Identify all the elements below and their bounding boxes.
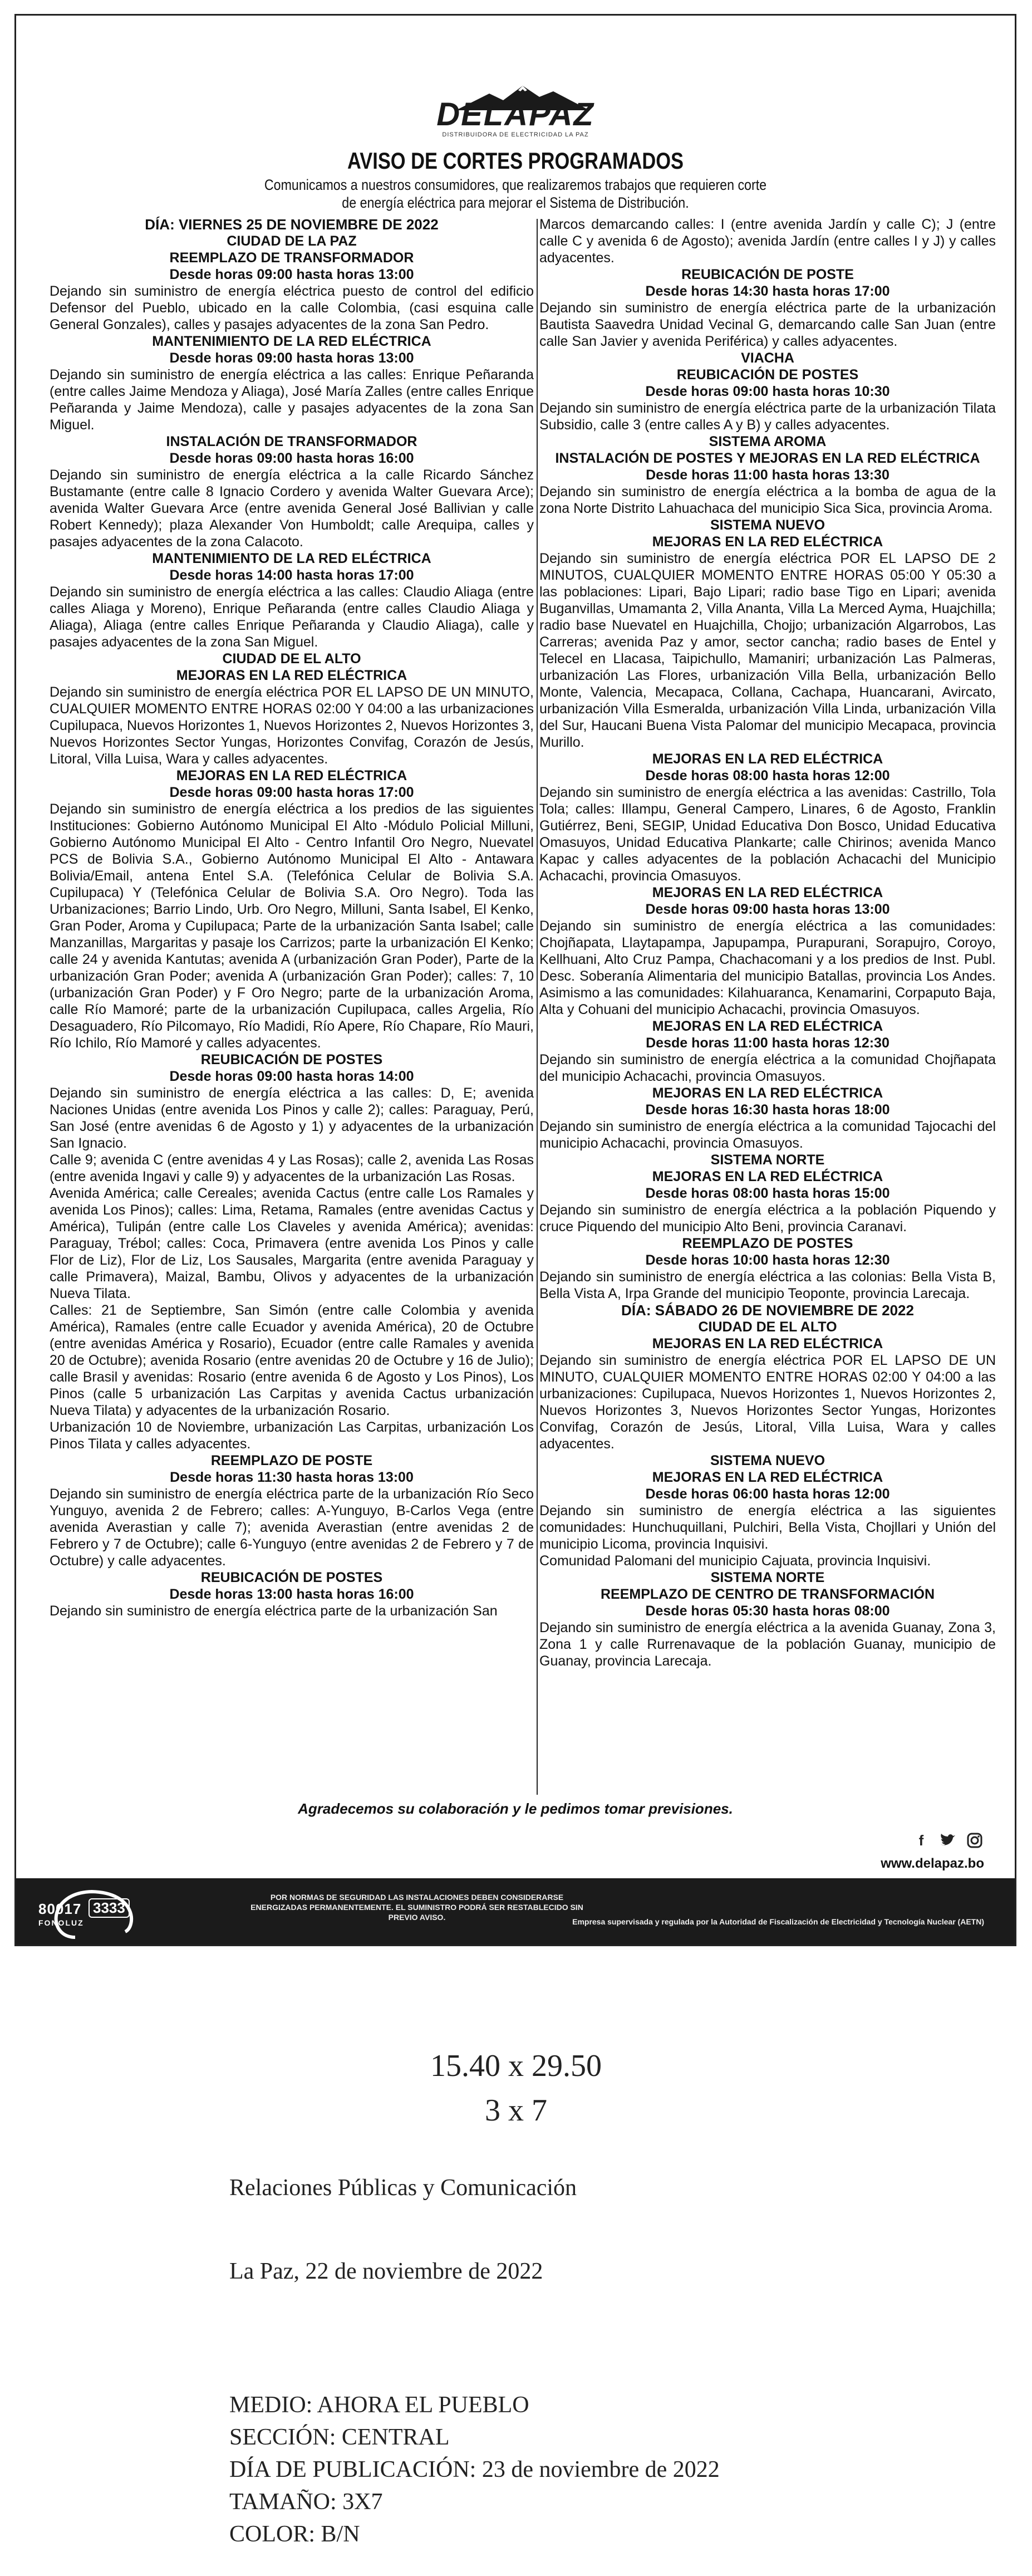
notice-paragraph: Dejando sin suministro de energía eléctrica a los predios de las siguientes Instituciones: Gobierno Autónomo Municipal El Alto -Módulo Policial Milluni, Gobierno Autónomo Municipal El Alto - Centro Infantil Oro Negro, Nuevatel PCS de Bolivia S.A., Gobierno Autónomo Municipal El Alto - Antawara Bolivia/Email, antena Entel S.A. (Telefónica Celular de Bolivia S.A. Cupilupaca) Y (Telefónica Celular de Bolivia S.A. Oro Negro). Toda las Urbanizaciones; Barrio Lindo, Urb. Oro Negro, Milluni, Santa Isabel, El Kenko, Gran Poder, Aroma y Cupilupaca; Parte de la urbanización Santa Isabel; calle Manzanillas, Margaritas y pasaje los Carrizos; parte la urbanización El Kenko; calle 24 y avenida Kantutas; avenida A (urbanización Gran Poder), Parte de la urbanización Gran Poder; avenida A (urbanización Gran Poder); calles: 7, 10 (urbanización Gran Poder) y F Oro Negro; parte de la urbanización Aroma, calle Río Mamoré; parte de la urbanización Cupilupaca, calles Argelia, Río Desaguadero, Río Pilcomayo, Río Madidi, Río Apere, Río Chapare, Río Mauri, Río Ichilo, Río Mamoré y calles adyacentes. — [50, 801, 534, 1051]
notice-paragraph: Dejando sin suministro de energía eléctrica POR EL LAPSO DE UN MINUTO, CUALQUIER MOMENTO ENTRE HORAS 02:00 Y 04:00 a las urbanizaciones Cupilupaca, Nuevos Horizontes 1, Nuevos Horizontes 2, Nuevos Horizontes 3, Nuevos Horizontes Sector Yungas, Horizontes Convifag, Corazón de Jesús, Litoral, Villa Luisa, Wara y calles adyacentes. — [50, 684, 534, 767]
notice-paragraph: Dejando sin suministro de energía eléctrica parte de la urbanización San — [50, 1603, 498, 1619]
section-heading: Desde horas 08:00 hasta horas 12:00 — [645, 768, 890, 783]
notice-paragraph: Dejando sin suministro de energía eléctrica a la calle Ricardo Sánchez Bustamante (entre calle 8 Ignacio Cordero y avenida Walter Guevara Arce); avenida Walter Guevara Arce (entre avenida General José Ballivian y calle Robert Kennedy); plaza Alexander Von Humboldt; calle Arequipa, calles y pasajes adyacentes de la zona Calacoto. — [50, 467, 534, 550]
website-link[interactable]: www.delapaz.bo — [881, 1856, 984, 1871]
section-heading: REEMPLAZO DE POSTE — [210, 1453, 373, 1468]
section-heading: MEJORAS EN LA RED ELÉCTRICA — [652, 1470, 883, 1485]
notice-paragraph: Dejando sin suministro de energía eléctrica POR EL LAPSO DE 2 MINUTOS, CUALQUIER MOMENTO ENTRE HORAS 05:00 Y 05:30 a las poblaciones: Lipari, Bajo Lipari; radio base Tigo en Lipari; avenida Buganvillas, Umamanta 2, Villa Ananta, Villa La Merced Ayma, Huajchilla; radio base Nuevatel en Huajchilla, Chojjo; urbanización Algarrobos, Las Carreras; avenida Paz y amor, sector cancha; radio bases de Entel y Telecel en Llacasa, Taipichullo, Mamaniri; urbanización Las Palmeras, urbanización Las Flores, urbanización Villa Bella, urbanización Bello Monte, Valencia, Mecapaca, Collana, Cachapa, Huancarani, Avircato, urbanización Villa Esmeralda, urbanización Villa Linda, urbanización Villa del Sur, Haucani Buena Vista Palomar del municipio Mecapaca, provincia Murillo. — [539, 551, 996, 750]
notice-paragraph: Dejando sin suministro de energía eléctrica a las siguientes comunidades: Hunchuquillani, Pulchiri, Bella Vista, Chojllari y Unión del municipio Licoma, provincia Inquisivi. — [539, 1503, 996, 1552]
notice-paragraph: Dejando sin suministro de energía eléctrica a las avenidas: Castrillo, Tola Tola; calles: Illampu, General Campero, Linares, 6 de Agosto, Franklin Gutiérrez, Beni, SEGIP, Unidad Educativa Don Bosco, Unidad Educativa Omasuyos, Unidad Educativa Plankarte; calle Chirinos; avenida Manco Kapac y calles adyacentes de la población Achacachi del Municipio Achacachi, provincia Omasuyos. — [539, 785, 996, 884]
thanks-line: Agradecemos su colaboración y le pedimos tomar previsiones. — [298, 1800, 733, 1817]
department: Relaciones Públicas y Comunicación — [229, 2175, 577, 2201]
notice-paragraph: Dejando sin suministro de energía eléctrica a la bomba de agua de la zona Norte Distrito Lahuachaca del municipio Sica Sica, provincia Aroma. — [539, 484, 996, 516]
section-heading: SISTEMA NUEVO — [710, 517, 825, 533]
section-heading: MANTENIMIENTO DE LA RED ELÉCTRICA — [152, 551, 431, 566]
section-heading: Desde horas 09:00 hasta horas 13:00 — [169, 267, 414, 282]
notice-paragraph: Dejando sin suministro de energía eléctrica parte de la urbanización Río Seco Yunguyo, avenida 2 de Febrero; calles: A-Yunguyo, B-Carlos Vega (entre avenida Averastian y calle 7); avenida Averastian (entre avenidas 2 de Febrero y 7 de Octubre); calle 6-Yunguyo (entre avenidas 2 de Febrero y 7 de Octubre) y calle adyacentes. — [50, 1486, 534, 1569]
notice-paragraph: Dejando sin suministro de energía eléctrica a la comunidad Chojñapata del municipio Achacachi, provincia Omasuyos. — [539, 1052, 996, 1084]
notice-paragraph: Dejando sin suministro de energía eléctrica POR EL LAPSO DE UN MINUTO, CUALQUIER MOMENTO ENTRE HORAS 02:00 Y 04:00 a las urbanizaciones: Cupilupaca, Nuevos Horizontes 1, Nuevos Horizontes 2, Nuevos Horizontes 3, Nuevos Horizontes Sector Yungas, Horizontes Convifag, Corazón de Jesús, Litoral, Villa Luisa, Wara y calles adyacentes. — [539, 1353, 996, 1452]
section-heading: SISTEMA NORTE — [710, 1570, 825, 1585]
section-heading: REEMPLAZO DE POSTES — [682, 1236, 853, 1251]
notice-paragraph: Avenida América; calle Cereales; avenida Cactus (entre calle Los Ramales y avenida Los Pinos); calles: Lima, Retama, Ramales (entre avenidas Cactus y América), Tulipán (entre calle Los Claveles y avenida América); avenidas: Paraguay, Trébol; calles: Coca, Primavera (entre avenida Los Pinos y calle Flor de Liz), Flor de Liz, Los Sausales, Margarita (entre avenida Paraguay y calle Primavera), Maizal, Bambu, Olivos y adyacentes de la urbanización Nueva Tilata. — [50, 1186, 534, 1301]
meta-publication-day: DÍA DE PUBLICACIÓN: 23 de noviembre de 2022 — [229, 2457, 720, 2482]
section-heading: Desde horas 09:00 hasta horas 14:00 — [169, 1069, 414, 1084]
social-icons — [912, 1831, 984, 1850]
notice-paragraph: Dejando sin suministro de energía eléctrica puesto de control del edificio Defensor del Pueblo, ubicado en la calle Colombia, (casi esquina calle General Gonzales), calles y pasajes adyacentes de la zona San Pedro. — [50, 283, 534, 332]
column-divider — [537, 219, 538, 1795]
section-heading: MEJORAS EN LA RED ELÉCTRICA — [652, 1018, 883, 1034]
company-logo — [16, 71, 1015, 144]
section-heading: REUBICACIÓN DE POSTES — [200, 1052, 383, 1067]
section-heading: Desde horas 14:30 hasta horas 17:00 — [645, 283, 890, 299]
regulator-note: Empresa supervisada y regulada por la Autoridad de Fiscalización de Electricidad y Tecnología Nuclear (AETN) — [572, 1917, 984, 1926]
logo-tagline: DISTRIBUIDORA DE ELECTRICIDAD LA PAZ — [442, 131, 589, 138]
right-column — [539, 216, 996, 1795]
notice-paragraph: Marcos demarcando calles: I (entre avenida Jardín y calle C); J (entre calle C y avenida 6 de Agosto); avenida Jardín (entre calles I y J) y calles adyacentes. — [539, 217, 996, 266]
section-heading: MEJORAS EN LA RED ELÉCTRICA — [176, 668, 407, 683]
section-heading: Desde horas 11:00 hasta horas 12:30 — [646, 1035, 890, 1051]
day-heading: DÍA: VIERNES 25 DE NOVIEMBRE DE 2022 — [145, 216, 439, 233]
notice-paragraph: Comunidad Palomani del municipio Cajuata, provincia Inquisivi. — [539, 1553, 931, 1569]
section-heading: CIUDAD DE EL ALTO — [222, 651, 361, 667]
logo-wordmark: DELAPAZ — [436, 96, 594, 133]
hotline-extension: 3333 — [89, 1898, 130, 1918]
section-heading: Desde horas 09:00 hasta horas 17:00 — [169, 785, 414, 800]
intro-text: Comunicamos a nuestros consumidores, que realizaremos trabajos que requieren corte de energía eléctrica para mejorar el Sistema de Distribución. — [264, 177, 767, 211]
section-heading: Desde horas 14:00 hasta horas 17:00 — [169, 567, 414, 583]
meta-section: SECCIÓN: CENTRAL — [229, 2425, 450, 2450]
section-heading: MEJORAS EN LA RED ELÉCTRICA — [652, 885, 883, 900]
left-column — [50, 216, 534, 1795]
notice-paragraph: Calle 9; avenida C (entre avenidas 4 y Las Rosas); calle 2, avenida Las Rosas (entre avenida Ingavi y calle 9) y adyacentes de la urbanización Las Rosas. — [50, 1152, 534, 1184]
notice-paragraph: Dejando sin suministro de energía eléctrica a la comunidad Tajocachi del municipio Achacachi, provincia Omasuyos. — [539, 1119, 996, 1151]
instagram-icon[interactable] — [965, 1831, 984, 1850]
section-heading: MEJORAS EN LA RED ELÉCTRICA — [176, 768, 407, 783]
section-heading: Desde horas 11:00 hasta horas 13:30 — [646, 467, 890, 483]
section-heading: Desde horas 16:30 hasta horas 18:00 — [645, 1102, 890, 1118]
section-heading: MEJORAS EN LA RED ELÉCTRICA — [652, 1085, 883, 1101]
section-heading: Desde horas 05:30 hasta horas 08:00 — [645, 1603, 890, 1619]
hotline-number: 80017 — [38, 1901, 82, 1917]
section-heading: INSTALACIÓN DE POSTES Y MEJORAS EN LA RED ELÉCTRICA — [555, 450, 980, 466]
notice-paragraph: Dejando sin suministro de energía eléctrica parte de la urbanización Bautista Saavedra Unidad Vecinal G, demarcando calle San Juan (entre calle San Javier y avenida Periférica) y calles adyacentes. — [539, 300, 996, 349]
ad-modules: 3 x 7 — [485, 2093, 547, 2128]
section-heading: REUBICACIÓN DE POSTES — [676, 367, 859, 383]
section-heading: REUBICACIÓN DE POSTES — [200, 1570, 383, 1585]
notice-paragraph: Dejando sin suministro de energía eléctrica a la población Piquendo y cruce Piquendo del municipio Alto Beni, provincia Caranavi. — [539, 1202, 996, 1235]
notice-paragraph: Dejando sin suministro de energía eléctrica a las colonias: Bella Vista B, Bella Vista A, Irpa Grande del municipio Teoponte, provincia Larecaja. — [539, 1269, 996, 1301]
section-heading: Desde horas 06:00 hasta horas 12:00 — [645, 1486, 890, 1502]
section-heading: CIUDAD DE EL ALTO — [698, 1319, 837, 1335]
issue-date: La Paz, 22 de noviembre de 2022 — [229, 2259, 543, 2284]
section-heading: Desde horas 09:00 hasta horas 13:00 — [169, 350, 414, 366]
notice-paragraph: Urbanización 10 de Noviembre, urbanización Las Carpitas, urbanización Los Pinos Tilata y calles adyacentes. — [50, 1419, 534, 1452]
meta-medium: MEDIO: AHORA EL PUEBLO — [229, 2392, 529, 2418]
notice-paragraph: Dejando sin suministro de energía eléctrica parte de la urbanización Tilata Subsidio, calle 3 (entre calles A y B) y calles adyacentes. — [539, 400, 996, 433]
section-heading: SISTEMA NORTE — [710, 1152, 825, 1168]
section-heading: MEJORAS EN LA RED ELÉCTRICA — [652, 1336, 883, 1351]
section-heading: MEJORAS EN LA RED ELÉCTRICA — [652, 1169, 883, 1184]
headline: AVISO DE CORTES PROGRAMADOS — [347, 148, 684, 174]
meta-color: COLOR: B/N — [229, 2521, 360, 2547]
notice-paragraph: Calles: 21 de Septiembre, San Simón (entre calle Colombia y avenida América), Ramales (entre calle Ecuador y avenida América), 20 de Octubre (entre avenidas América y Rosario), Ecuador (entre calle Ramales y avenida 20 de Octubre); avenida Rosario (entre avenidas 20 de Octubre y 16 de Julio); calle Brasil y avenidas: Rosario (entre avenida 6 de Agosto y Los Pinos), Los Pinos (calle 5 urbanización Las Carpitas y avenida Cactus urbanización Nueva Tilata) y adyacentes de la urbanización Rosario. — [50, 1302, 534, 1418]
section-heading: VIACHA — [741, 350, 794, 366]
ad-size: 15.40 x 29.50 — [430, 2049, 602, 2083]
facebook-icon[interactable]: f — [918, 1831, 924, 1849]
section-heading: Desde horas 09:00 hasta horas 16:00 — [169, 450, 414, 466]
notice-paragraph: Dejando sin suministro de energía eléctrica a las calles: D, E; avenida Naciones Unidas (entre avenida Los Pinos y calle 2); calles: Paraguay, Perú, San José (entre avenidas 6 de Agosto y 1) y adyacentes de la urbanización San Ignacio. — [50, 1085, 534, 1151]
section-heading: MEJORAS EN LA RED ELÉCTRICA — [652, 534, 883, 550]
section-heading: CIUDAD DE LA PAZ — [227, 233, 357, 249]
footer-bar — [16, 1878, 1015, 1946]
section-heading: REEMPLAZO DE TRANSFORMADOR — [169, 250, 414, 266]
section-heading: REUBICACIÓN DE POSTE — [681, 267, 854, 282]
section-heading: Desde horas 13:00 hasta horas 16:00 — [169, 1586, 414, 1602]
twitter-icon[interactable] — [938, 1831, 957, 1850]
section-heading: REEMPLAZO DE CENTRO DE TRANSFORMACIÓN — [601, 1586, 935, 1602]
section-heading: MEJORAS EN LA RED ELÉCTRICA — [652, 751, 883, 767]
notice-paragraph: Dejando sin suministro de energía eléctrica a la avenida Guanay, Zona 3, Zona 1 y calle Rurrenavaque de la población Guanay, municipio de Guanay, provincia Larecaja. — [539, 1620, 996, 1669]
section-heading: SISTEMA NUEVO — [710, 1453, 825, 1468]
safety-notice: POR NORMAS DE SEGURIDAD LAS INSTALACIONES DEBEN CONSIDERARSE ENERGIZADAS PERMANENTEMENTE. EL SUMINISTRO PODRÁ SER RESTABLECIDO SIN PREVIO AVISO. — [250, 1893, 583, 1922]
section-heading: SISTEMA AROMA — [709, 434, 827, 449]
notice-paragraph: Dejando sin suministro de energía eléctrica a las calles: Claudio Aliaga (entre calles Aliaga y Moreno), Enrique Peñaranda (entre calles Claudio Aliaga y Aliaga), Aliaga (entre calles Enrique Peñaranda y Claudio Aliaga), calle y pasajes adyacentes de la zona San Miguel. — [50, 584, 534, 650]
section-heading: Desde horas 09:00 hasta horas 10:30 — [645, 384, 890, 399]
section-heading: INSTALACIÓN DE TRANSFORMADOR — [166, 434, 417, 449]
notice-paragraph: Dejando sin suministro de energía eléctrica a las calles: Enrique Peñaranda (entre calles Jaime Mendoza y Aliaga), José María Zalles (entre calles Enrique Peñaranda y Jaime Mendoza), calle y pasajes adyacentes de la zona San Miguel. — [50, 367, 534, 433]
hotline-label: FONOLUZ — [38, 1918, 84, 1927]
section-heading: Desde horas 09:00 hasta horas 13:00 — [645, 902, 890, 917]
day-heading: DÍA: SÁBADO 26 DE NOVIEMBRE DE 2022 — [621, 1302, 914, 1319]
section-heading: Desde horas 08:00 hasta horas 15:00 — [645, 1186, 890, 1201]
section-heading: Desde horas 11:30 hasta horas 13:00 — [170, 1470, 414, 1485]
meta-size: TAMAÑO: 3X7 — [229, 2489, 383, 2515]
advertisement — [14, 14, 1016, 1946]
notice-paragraph: Dejando sin suministro de energía eléctrica a las comunidades: Chojñapata, Llaytapampa, Japupampa, Purapurani, Sorapujro, Coroyo, Kellhuani, Alto Cruz Pampa, Chachacomani y a los predios de Inst. Publ. Desc. Soberanía Alimentaria del municipio Batallas, provincia Los Andes. Asimismo a las comunidades: Kilahuaranca, Kenamarini, Corpaputo Baja, Alta y Cohuani del municipio Achacachi, provincia Omasuyos. — [539, 918, 996, 1017]
section-heading: MANTENIMIENTO DE LA RED ELÉCTRICA — [152, 334, 431, 349]
section-heading: Desde horas 10:00 hasta horas 12:30 — [645, 1252, 890, 1268]
